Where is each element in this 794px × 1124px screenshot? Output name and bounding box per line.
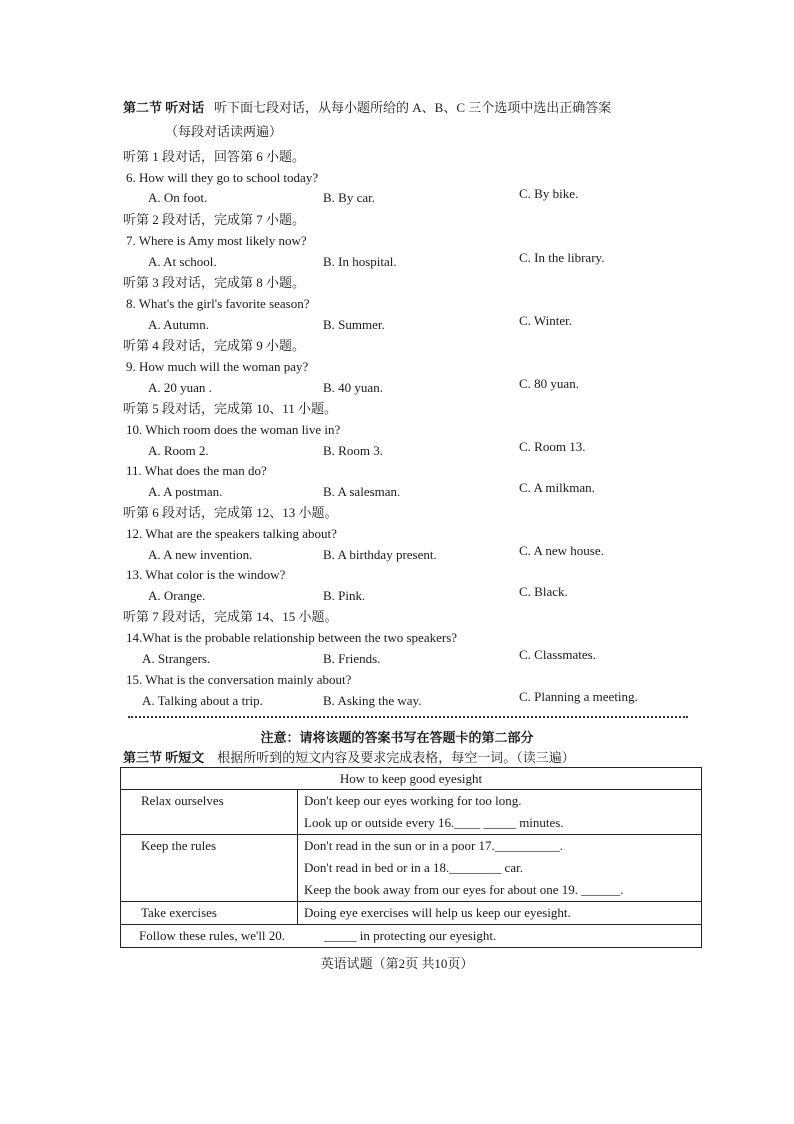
section2-note: （每段对话读两遍） bbox=[165, 124, 283, 139]
table-row bbox=[121, 835, 702, 902]
option-b: B. 40 yuan. bbox=[323, 380, 383, 395]
dialogue-lead: 听第 7 段对话，完成第 14、15 小题。 bbox=[123, 609, 338, 624]
option-a: A. Strangers. bbox=[142, 651, 211, 666]
row-label: Take exercises bbox=[141, 905, 217, 920]
dialogue-lead: 听第 4 段对话，完成第 9 小题。 bbox=[123, 338, 306, 353]
question-text: 15. What is the conversation mainly about? bbox=[126, 672, 352, 687]
option-c: C. A milkman. bbox=[519, 480, 595, 495]
question-text: 6. How will they go to school today? bbox=[126, 170, 319, 185]
option-b: B. In hospital. bbox=[323, 254, 397, 269]
dialogue-lead: 听第 3 段对话，完成第 8 小题。 bbox=[123, 275, 306, 290]
option-c: C. Planning a meeting. bbox=[519, 689, 638, 704]
option-a: A. 20 yuan . bbox=[148, 380, 212, 395]
dialogue-lead: 听第 5 段对话，完成第 10、11 小题。 bbox=[123, 401, 338, 416]
option-a: A. A new invention. bbox=[148, 547, 253, 562]
option-b: B. By car. bbox=[323, 190, 375, 205]
table-title: How to keep good eyesight bbox=[121, 768, 702, 790]
option-c: C. Winter. bbox=[519, 313, 573, 328]
option-a: A. Talking about a trip. bbox=[142, 693, 263, 708]
section2-header bbox=[123, 100, 611, 116]
eyesight-table bbox=[120, 767, 702, 948]
option-c: C. By bike. bbox=[519, 186, 579, 201]
answer-notice: 注意：请将该题的答案书写在答题卡的第二部分 bbox=[260, 730, 534, 745]
row-text: Look up or outside every 16.____ _____ minutes. bbox=[304, 815, 564, 830]
table-row bbox=[121, 902, 702, 925]
option-a: A. On foot. bbox=[148, 190, 208, 205]
question-text: 13. What color is the window? bbox=[126, 567, 286, 582]
question-text: 12. What are the speakers talking about? bbox=[126, 526, 337, 541]
dialogue-lead: 听第 6 段对话，完成第 12、13 小题。 bbox=[123, 505, 338, 520]
section2-title: 第二节 听对话 bbox=[123, 100, 205, 115]
option-c: C. Classmates. bbox=[519, 647, 596, 662]
section3-instruction: 根据所听到的短文内容及要求完成表格，每空一词。（读三遍） bbox=[217, 750, 575, 765]
row-label: Keep the rules bbox=[141, 838, 217, 853]
option-c: C. In the library. bbox=[519, 250, 605, 265]
option-b: B. A birthday present. bbox=[323, 547, 437, 562]
table-footer-text: Follow these rules, we'll 20. _____ in protecting our eyesight. bbox=[139, 928, 497, 943]
table-row bbox=[121, 925, 702, 948]
option-b: B. A salesman. bbox=[323, 484, 401, 499]
section3-title: 第三节 听短文 bbox=[123, 750, 205, 765]
table-row bbox=[121, 790, 702, 835]
dialogue-lead: 听第 1 段对话，回答第 6 小题。 bbox=[123, 149, 306, 164]
row-text: Don't read in bed or in a 18.________ car. bbox=[304, 860, 523, 875]
option-c: C. A new house. bbox=[519, 543, 604, 558]
question-text: 10. Which room does the woman live in? bbox=[126, 422, 341, 437]
question-text: 11. What does the man do? bbox=[126, 463, 267, 478]
option-a: A. A postman. bbox=[148, 484, 223, 499]
option-a: A. Autumn. bbox=[148, 317, 210, 332]
option-c: C. Black. bbox=[519, 584, 568, 599]
option-a: A. Room 2. bbox=[148, 443, 209, 458]
option-a: A. At school. bbox=[148, 254, 217, 269]
option-b: B. Asking the way. bbox=[323, 693, 422, 708]
row-text: Don't keep our eyes working for too long. bbox=[304, 793, 522, 808]
option-b: B. Room 3. bbox=[323, 443, 383, 458]
row-text: Don't read in the sun or in a poor 17.__________. bbox=[304, 838, 564, 853]
option-a: A. Orange. bbox=[148, 588, 206, 603]
section3-header bbox=[123, 750, 575, 766]
dotted-divider bbox=[128, 716, 688, 718]
question-text: 14.What is the probable relationship between the two speakers? bbox=[126, 630, 458, 645]
question-text: 8. What's the girl's favorite season? bbox=[126, 296, 310, 311]
section2-instruction: 听下面七段对话，从每小题所给的 A、B、C 三个选项中选出正确答案 bbox=[214, 100, 612, 115]
option-c: C. 80 yuan. bbox=[519, 376, 579, 391]
option-b: B. Summer. bbox=[323, 317, 385, 332]
option-c: C. Room 13. bbox=[519, 439, 586, 454]
question-text: 9. How much will the woman pay? bbox=[126, 359, 309, 374]
row-text: Doing eye exercises will help us keep our eyesight. bbox=[304, 905, 571, 920]
row-label: Relax ourselves bbox=[141, 793, 224, 808]
option-b: B. Pink. bbox=[323, 588, 366, 603]
page-footer: 英语试题（第2页 共10页） bbox=[320, 956, 474, 971]
row-text: Keep the book away from our eyes for about one 19. ______. bbox=[304, 882, 624, 897]
option-b: B. Friends. bbox=[323, 651, 381, 666]
dialogue-lead: 听第 2 段对话，完成第 7 小题。 bbox=[123, 212, 306, 227]
question-text: 7. Where is Amy most likely now? bbox=[126, 233, 307, 248]
